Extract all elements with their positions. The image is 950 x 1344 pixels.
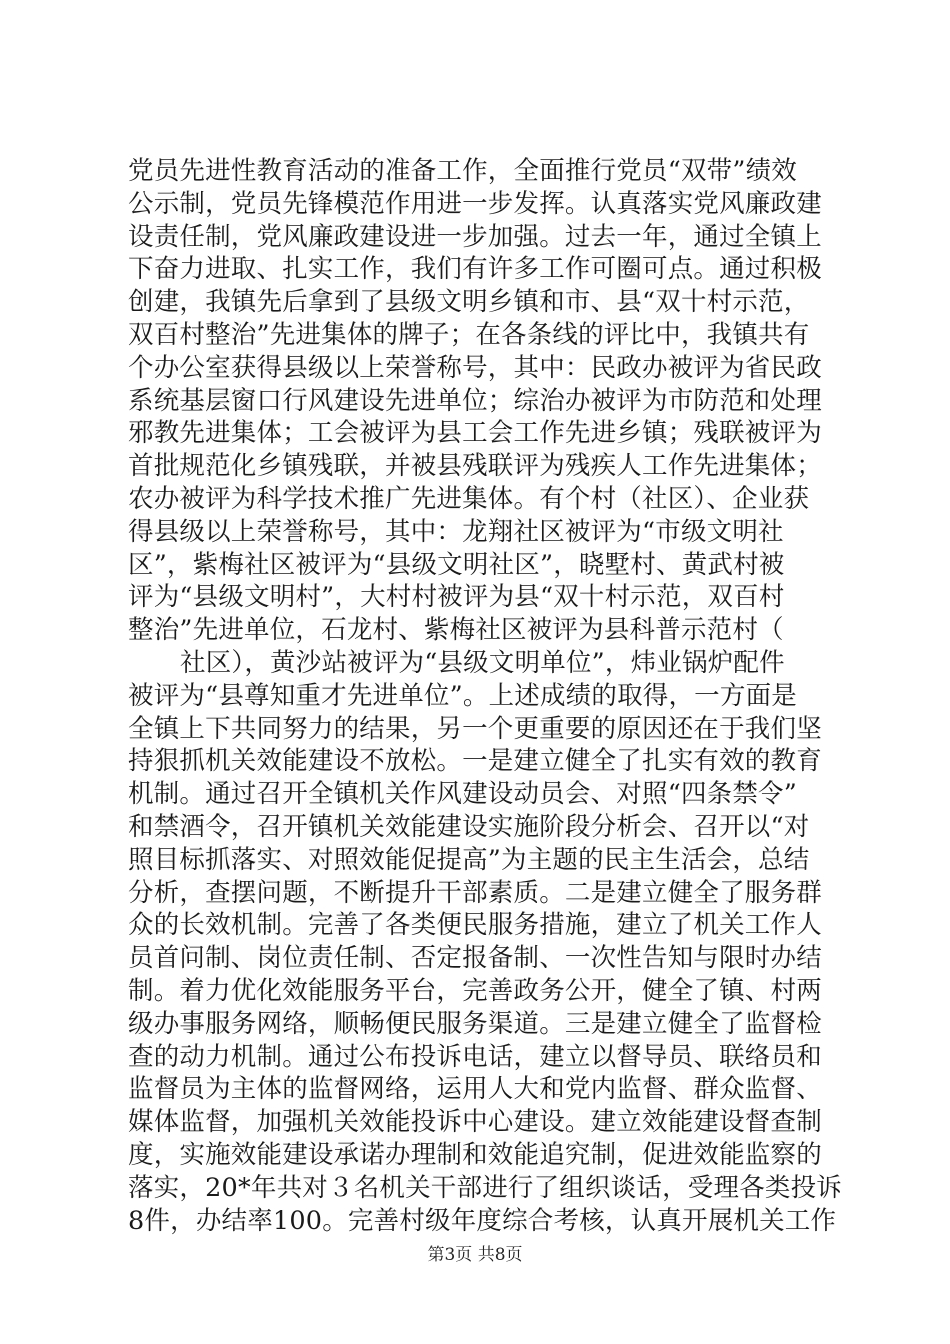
text-line: 和禁酒令，召开镇机关效能建设实施阶段分析会、召开以“对 [128, 811, 810, 842]
text-line: 区”，紫梅社区被评为“县级文明社区”，晓墅村、黄武村被 [128, 549, 785, 580]
text-line: 公示制，党员先锋模范作用进一步发挥。认真落实党风廉政建 [128, 188, 822, 219]
text-line: 分析，查摆问题，不断提升干部素质。二是建立健全了服务群 [128, 877, 822, 908]
text-line: 创建，我镇先后拿到了县级文明乡镇和市、县“双十村示范， [128, 287, 810, 318]
text-line: 整治”先进单位，石龙村、紫梅社区被评为县科普示范村（ [128, 615, 784, 646]
body-text [128, 155, 842, 1237]
text-line: 被评为“县尊知重才先进单位”。上述成绩的取得，一方面是 [128, 680, 797, 711]
text-line: 社区），黄沙站被评为“县级文明单位”，炜业锅炉配件 [180, 647, 785, 678]
text-line: 制。着力优化效能服务平台，完善政务公开，健全了镇、村两 [128, 975, 822, 1006]
text-line: 查的动力机制。通过公布投诉电话，建立以督导员、联络员和 [128, 1041, 822, 1072]
text-line: 双百村整治”先进集体的牌子；在各条线的评比中，我镇共有 [128, 319, 810, 350]
text-line: 个办公室获得县级以上荣誉称号，其中：民政办被评为省民政 [128, 352, 822, 383]
text-line: 首批规范化乡镇残联，并被县残联评为残疾人工作先进集体； [128, 451, 822, 482]
text-line: 农办被评为科学技术推广先进集体。有个村（社区）、企业获 [128, 483, 810, 514]
text-line: 众的长效机制。完善了各类便民服务措施，建立了机关工作人 [128, 910, 822, 941]
text-line: 员首问制、岗位责任制、否定报备制、一次性告知与限时办结 [128, 943, 822, 974]
text-line: 持狠抓机关效能建设不放松。一是建立健全了扎实有效的教育 [128, 746, 822, 777]
text-line: 评为“县级文明村”，大村村被评为县“双十村示范，双百村 [128, 582, 785, 613]
text-line: 监督员为主体的监督网络，运用人大和党内监督、群众监督、 [128, 1074, 822, 1105]
text-line: 机制。通过召开全镇机关作风建设动员会、对照“四条禁令” [128, 779, 797, 810]
text-line: 系统基层窗口行风建设先进单位；综治办被评为市防范和处理 [128, 385, 822, 416]
text-line: 8件，办结率100。完善村级年度综合考核，认真开展机关工作 [128, 1205, 837, 1236]
text-line: 媒体监督，加强机关效能投诉中心建设。建立效能建设督查制 [128, 1107, 822, 1138]
text-line: 党员先进性教育活动的准备工作，全面推行党员“双带”绩效 [128, 156, 797, 186]
text-line: 邪教先进集体；工会被评为县工会工作先进乡镇；残联被评为 [128, 418, 822, 449]
text-line: 设责任制，党风廉政建设进一步加强。过去一年，通过全镇上 [128, 221, 822, 252]
text-line: 照目标抓落实、对照效能促提高”为主题的民主生活会，总结 [128, 844, 810, 875]
text-line: 度，实施效能建设承诺办理制和效能追究制，促进效能监察的 [128, 1139, 822, 1170]
text-line: 级办事服务网络，顺畅便民服务渠道。三是建立健全了监督检 [128, 1008, 822, 1039]
text-line: 得县级以上荣誉称号，其中：龙翔社区被评为“市级文明社 [128, 516, 784, 547]
text-line: 全镇上下共同努力的结果，另一个更重要的原因还在于我们坚 [128, 713, 822, 744]
text-line: 下奋力进取、扎实工作，我们有许多工作可圈可点。通过积极 [128, 254, 822, 285]
text-line: 落实，20*年共对３名机关干部进行了组织谈话，受理各类投诉 [128, 1172, 842, 1203]
page-footer: 第3页 共8页 [427, 1245, 523, 1265]
